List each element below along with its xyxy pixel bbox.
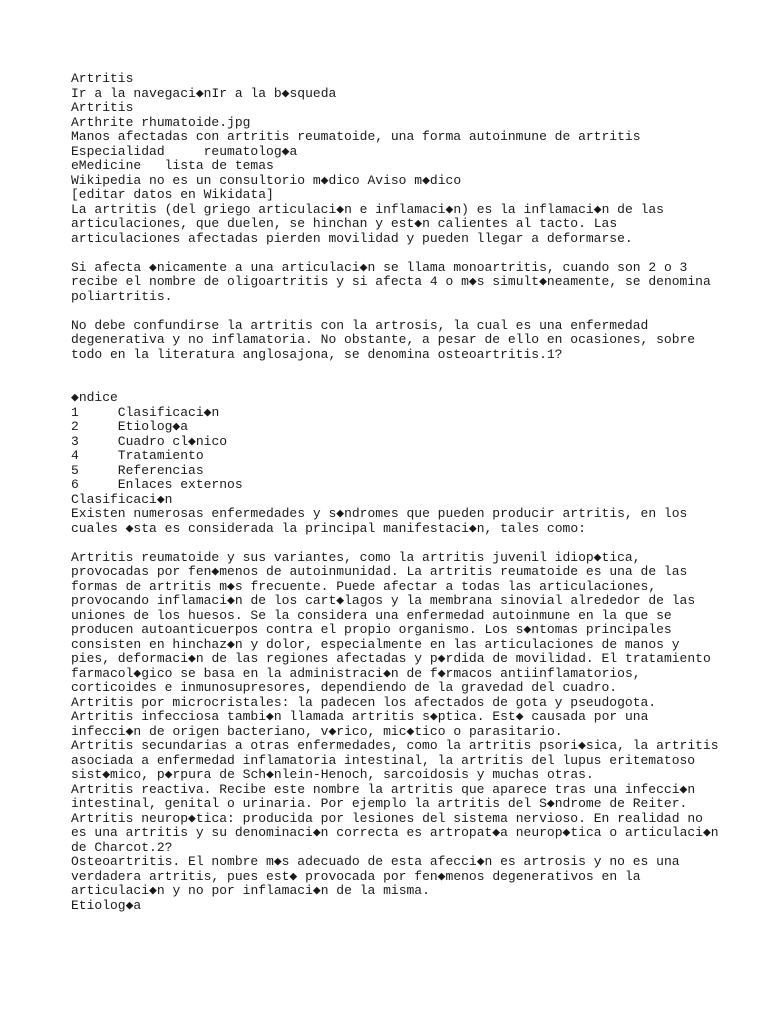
classification-line: de Charcot.2?: [71, 839, 173, 855]
toc-item-cuadro-clinico[interactable]: 3 Cuadro cl◆nico: [71, 433, 228, 449]
classification-line: es una artritis y su denominaci◆n correcta es artropat◆a neurop◆tica o articulaci◆n: [71, 825, 719, 840]
toc-item-clasificacion[interactable]: 1 Clasificaci◆n: [71, 404, 220, 420]
classification-line: farmacol◆gico se basa en la administraci◆n de f◆rmacos antiinflamatorios,: [71, 665, 641, 681]
page-title: Artritis: [71, 71, 134, 86]
section-intro-line: Existen numerosas enfermedades y s◆ndromes que pueden producir artritis, en los: [71, 506, 688, 521]
classification-line: intestinal, genital o urinaria. Por ejemplo la artritis del S◆ndrome de Reiter.: [71, 796, 688, 811]
medical-warning[interactable]: Wikipedia no es un consultorio m◆dico Aviso m◆dico: [71, 172, 462, 188]
classification-line: infecci◆n de origen bacteriano, v◆rico, mic◆tico o parasitario.: [71, 723, 563, 739]
classification-line: verdadera artritis, pues est◆ provocada por fen◆menos degenerativos en la: [71, 868, 641, 884]
spacer: [71, 246, 761, 261]
classification-line: Artritis reactiva. Recibe este nombre la artritis que aparece tras una infecci◆n: [71, 781, 696, 797]
classification-line: Artritis reumatoide y sus variantes, como la artritis juvenil idiop◆tica,: [71, 549, 641, 565]
classification-line: pies, deformaci◆n de las regiones afectadas y p◆rdida de movilidad. El tratamiento: [71, 651, 711, 666]
spacer: [71, 304, 761, 319]
article-title: Artritis: [71, 100, 134, 115]
classification-line: Osteoartritis. El nombre m◆s adecuado de esta afecci◆n es artrosis y no es una: [71, 854, 680, 869]
document-page: [71, 72, 761, 913]
infobox-specialty: Especialidad reumatolog◆a: [71, 143, 298, 159]
toc-item-etiologia[interactable]: 2 Etiolog◆a: [71, 419, 189, 434]
section-heading-clasificacion: Clasificaci◆n: [71, 491, 173, 507]
edit-wikidata-link[interactable]: [editar datos en Wikidata]: [71, 187, 274, 202]
spacer: [71, 362, 761, 391]
intro-line: articulaciones, que duelen, se hinchan y est◆n calientes al tacto. Las: [71, 216, 618, 231]
spacer: [71, 536, 761, 551]
infobox-image-name[interactable]: Arthrite rhumatoide.jpg: [71, 114, 251, 130]
classification-line: Artritis por microcristales: la padecen los afectados de gota y pseudogota.: [71, 694, 657, 710]
classification-line: Artritis infecciosa tambi◆n llamada artritis s◆ptica. Est◆ causada por una: [71, 709, 649, 724]
toc-item-enlaces-externos[interactable]: 6 Enlaces externos: [71, 477, 243, 492]
section-intro-line: cuales ◆sta es considerada la principal manifestaci◆n, tales como:: [71, 520, 586, 536]
classification-line: provocando inflamaci◆n de los cart◆lagos y la membrana sinovial alrededor de las: [71, 593, 696, 608]
infobox-caption: Manos afectadas con artritis reumatoide, una forma autoinmune de artritis: [71, 129, 641, 144]
classification-line: articulaci◆n y no por inflamaci◆n de la misma.: [71, 883, 430, 898]
classification-line: asociada a enfermedad inflamatoria intestinal, la artritis del lupus eritematoso: [71, 752, 696, 768]
paragraph-line: Si afecta ◆nicamente a una articulaci◆n se llama monoartritis, cuando son 2 o 3: [71, 259, 688, 275]
paragraph-line: degenerativa y no inflamatoria. No obstante, a pesar de ello en ocasiones, sobre: [71, 332, 696, 347]
toc-heading: ◆ndice: [71, 390, 118, 405]
classification-line: formas de artritis m◆s frecuente. Puede afectar a todas las articulaciones,: [71, 578, 657, 594]
intro-line: articulaciones afectadas pierden movilidad y pueden llegar a deformarse.: [71, 230, 633, 246]
paragraph-line: No debe confundirse la artritis con la artrosis, la cual es una enfermedad: [71, 317, 649, 333]
classification-line: Artritis neurop◆tica: producida por lesiones del sistema nervioso. En realidad no: [71, 810, 703, 826]
paragraph-line: todo en la literatura anglosajona, se denomina osteoartritis.1?: [71, 346, 563, 362]
classification-line: sist◆mico, p◆rpura de Sch◆nlein-Henoch, sarcoidosis y muchas otras.: [71, 767, 594, 782]
paragraph-line: recibe el nombre de oligoartritis y si afecta 4 o m◆s simult◆neamente, se denomina: [71, 274, 711, 289]
section-heading-etiologia: Etiolog◆a: [71, 897, 142, 913]
classification-line: uniones de los huesos. Se la considera una enfermedad autoinmune en la que se: [71, 607, 672, 623]
toc-item-referencias[interactable]: 5 Referencias: [71, 462, 204, 478]
classification-line: Artritis secundarias a otras enfermedades, como la artritis psori◆sica, la artritis: [71, 738, 719, 753]
navigation-links[interactable]: Ir a la navegaci◆nIr a la b◆squeda: [71, 85, 337, 101]
classification-line: producen autoanticuerpos contra el propio organismo. Los s◆ntomas principales: [71, 622, 672, 637]
intro-line: La artritis (del griego articulaci◆n e inflamaci◆n) es la inflamaci◆n de las: [71, 201, 664, 217]
classification-line: provocadas por fen◆menos de autoinmunidad. La artritis reumatoide es una de las: [71, 564, 688, 579]
toc-item-tratamiento[interactable]: 4 Tratamiento: [71, 448, 204, 463]
classification-line: consisten en hinchaz◆n y dolor, especialmente en las articulaciones de manos y: [71, 636, 680, 652]
infobox-emedicine[interactable]: eMedicine lista de temas: [71, 158, 274, 173]
paragraph-line: poliartritis.: [71, 288, 173, 304]
classification-line: corticoides e inmunosupresores, dependiendo de la gravedad del cuadro.: [71, 680, 618, 695]
